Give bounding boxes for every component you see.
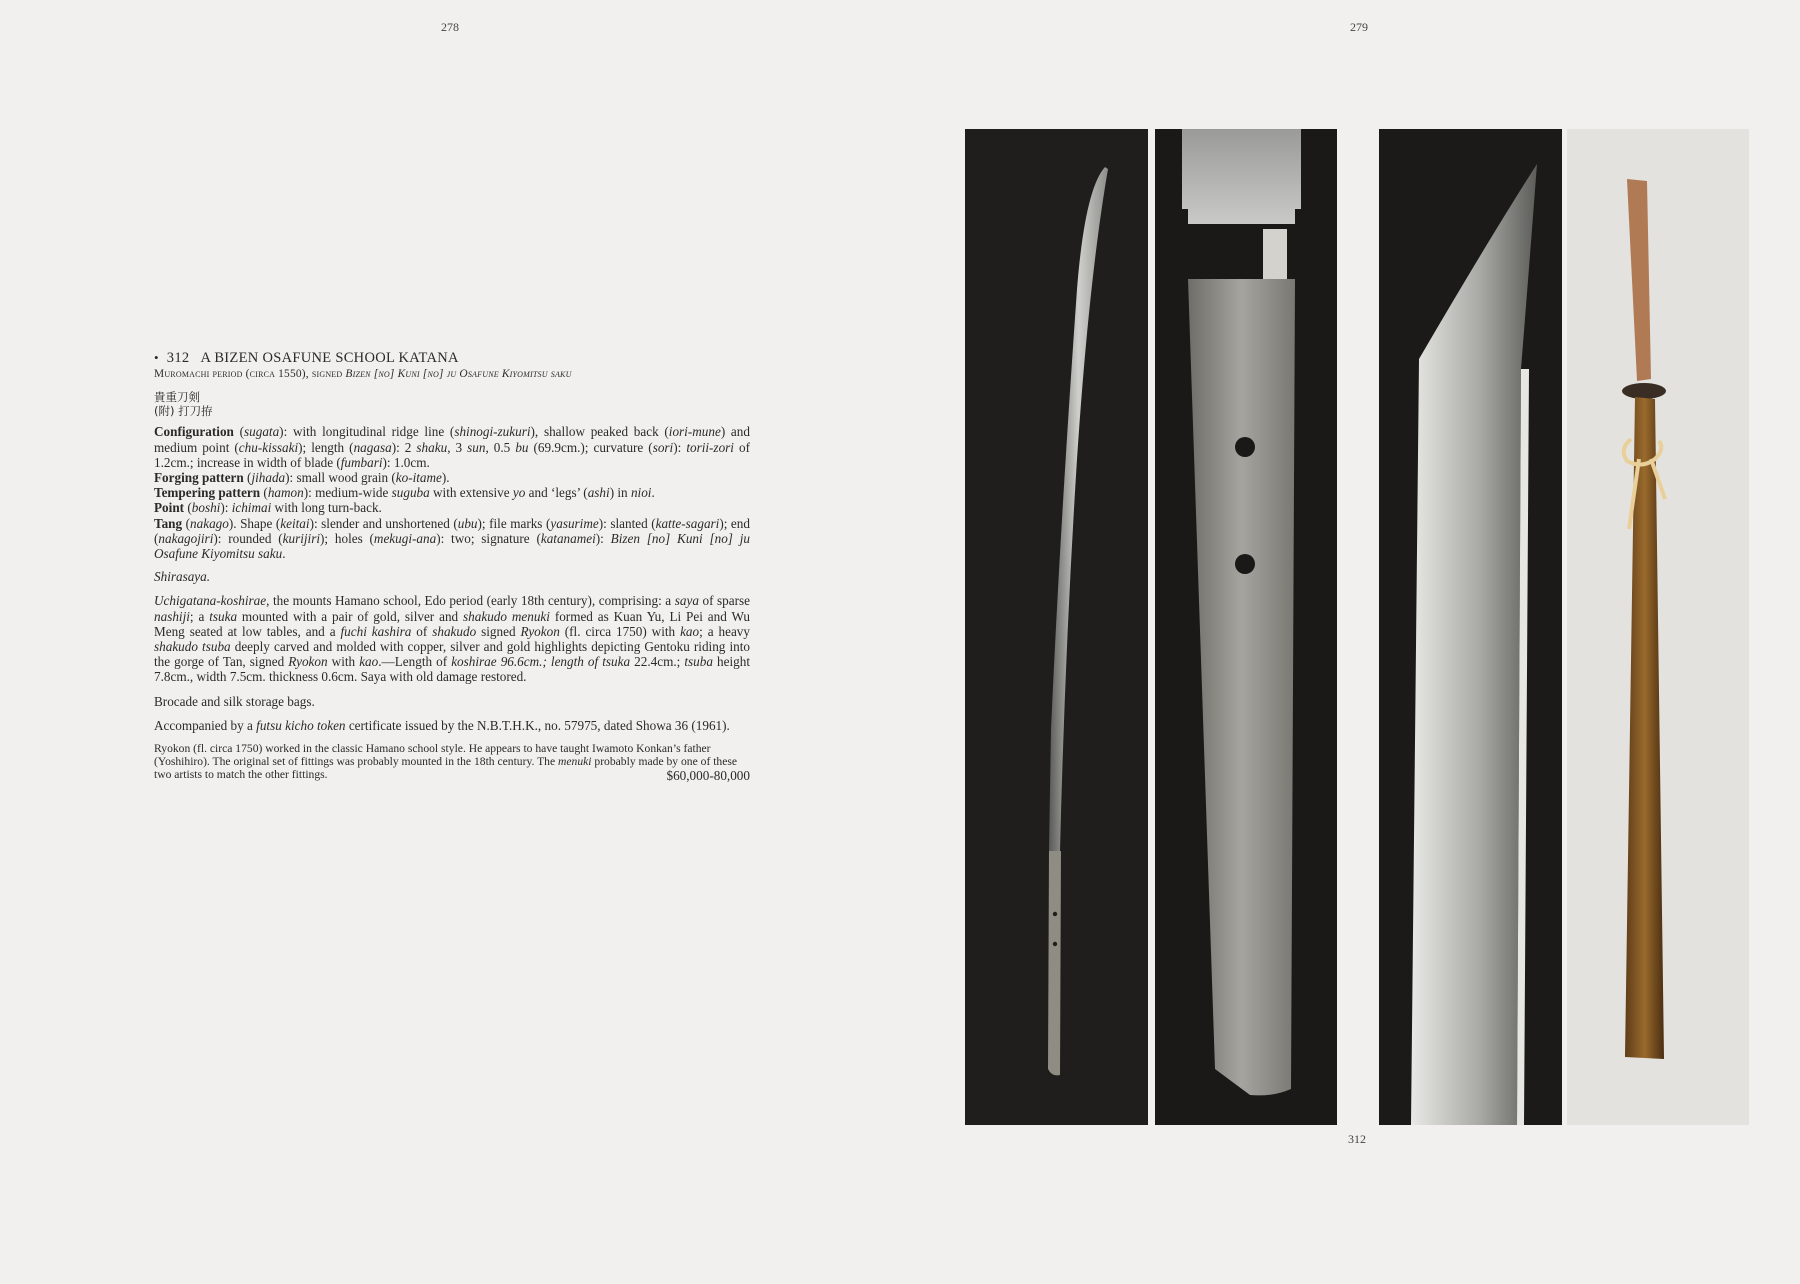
footnote: Ryokon (fl. circa 1750) worked in the classic Hamano school style. He appears to have taught Iwamoto Konkan’s father (Yoshihiro). The original set of fittings was probably mounted in the 18th century. The menuki probably made by one of these two artists to match the other fittings. (154, 742, 738, 782)
paragraph-certificate: Accompanied by a futsu kicho token certificate issued by the N.B.T.H.K., no. 57975, dated Showa 36 (1961). (154, 717, 730, 733)
japanese-line-1: 貴重刀剣 (154, 390, 200, 405)
spec-tempering-pattern: Tempering pattern (hamon): medium-wide suguba with extensive yo and ‘legs’ (ashi) in nioi. (154, 485, 655, 501)
page-number-right: 279 (1350, 20, 1368, 34)
japanese-line-2: (附) 打刀拵 (154, 404, 213, 419)
paragraph-shirasaya: Shirasaya. (154, 569, 211, 585)
plate-number: 312 (1348, 1132, 1366, 1146)
lot-bullet: • (154, 350, 159, 365)
lot-subtitle-signature: Bizen [no] Kuni [no] ju Osafune Kiyomitsu saku (345, 368, 572, 381)
lot-title: A BIZEN OSAFUNE SCHOOL KATANA (200, 350, 459, 366)
lot-subtitle-period: Muromachi period (circa 1550), signed (154, 368, 346, 381)
photo-point-detail (1379, 129, 1562, 1125)
lot-number: 312 (166, 350, 190, 366)
spec-forging-pattern: Forging pattern (jihada): small wood grain (ko-itame). (154, 470, 450, 486)
photo-tang-detail (1155, 129, 1337, 1125)
lot-heading (154, 350, 750, 366)
paragraph-koshirae: Uchigatana-koshirae, the mounts Hamano school, Edo period (early 18th century), comprising: a saya of sparse nashiji; a tsuka mounted with a pair of gold, silver and shakudo menuki formed as Kuan Yu, Li Pei and Wu Meng seated at low tables, and a fuchi kashira of shakudo signed Ryokon (fl. circa 1750) with kao; a heavy shakudo tsuba deeply carved and molded with copper, silver and gold highlights depicting Gentoku riding into the gorge of Tan, signed Ryokon with kao.—Length of koshirae 96.6cm.; length of tsuka 22.4cm.; tsuba height 7.8cm., width 7.5cm. thickness 0.6cm. Saya with old damage restored. (154, 593, 751, 685)
blade-specifications (154, 424, 750, 561)
page-number-left: 278 (441, 20, 459, 34)
spec-configuration: Configuration (sugata): with longitudinal ridge line (shinogi-zukuri), shallow peaked back (iori-mune) and medium point (chu-kissaki); length (nagasa): 2 shaku, 3 sun, 0.5 bu (69.9cm.); curvature (sori): torii-zori of 1.2cm.; increase in width of blade (fumbari): 1.0cm. (154, 424, 750, 470)
photo-full-blade (965, 129, 1148, 1125)
lot-subtitle (154, 367, 750, 382)
japanese-title (154, 390, 750, 418)
estimate: $60,000-80,000 (666, 767, 750, 783)
lot-entry (154, 350, 750, 783)
photo-koshirae-mounts (1567, 129, 1749, 1125)
spec-point: Point (boshi): ichimai with long turn-back. (154, 500, 382, 516)
paragraph-storage-bags: Brocade and silk storage bags. (154, 693, 315, 709)
spec-tang: Tang (nakago). Shape (keitai): slender and unshortened (ubu); file marks (yasurime): slanted (katte-sagari); end (nakagojiri): rounded (kurijiri); holes (mekugi-ana): two; signature (katanamei): Bizen [no] Kuni [no] ju Osafune Kiyomitsu saku. (154, 515, 750, 562)
